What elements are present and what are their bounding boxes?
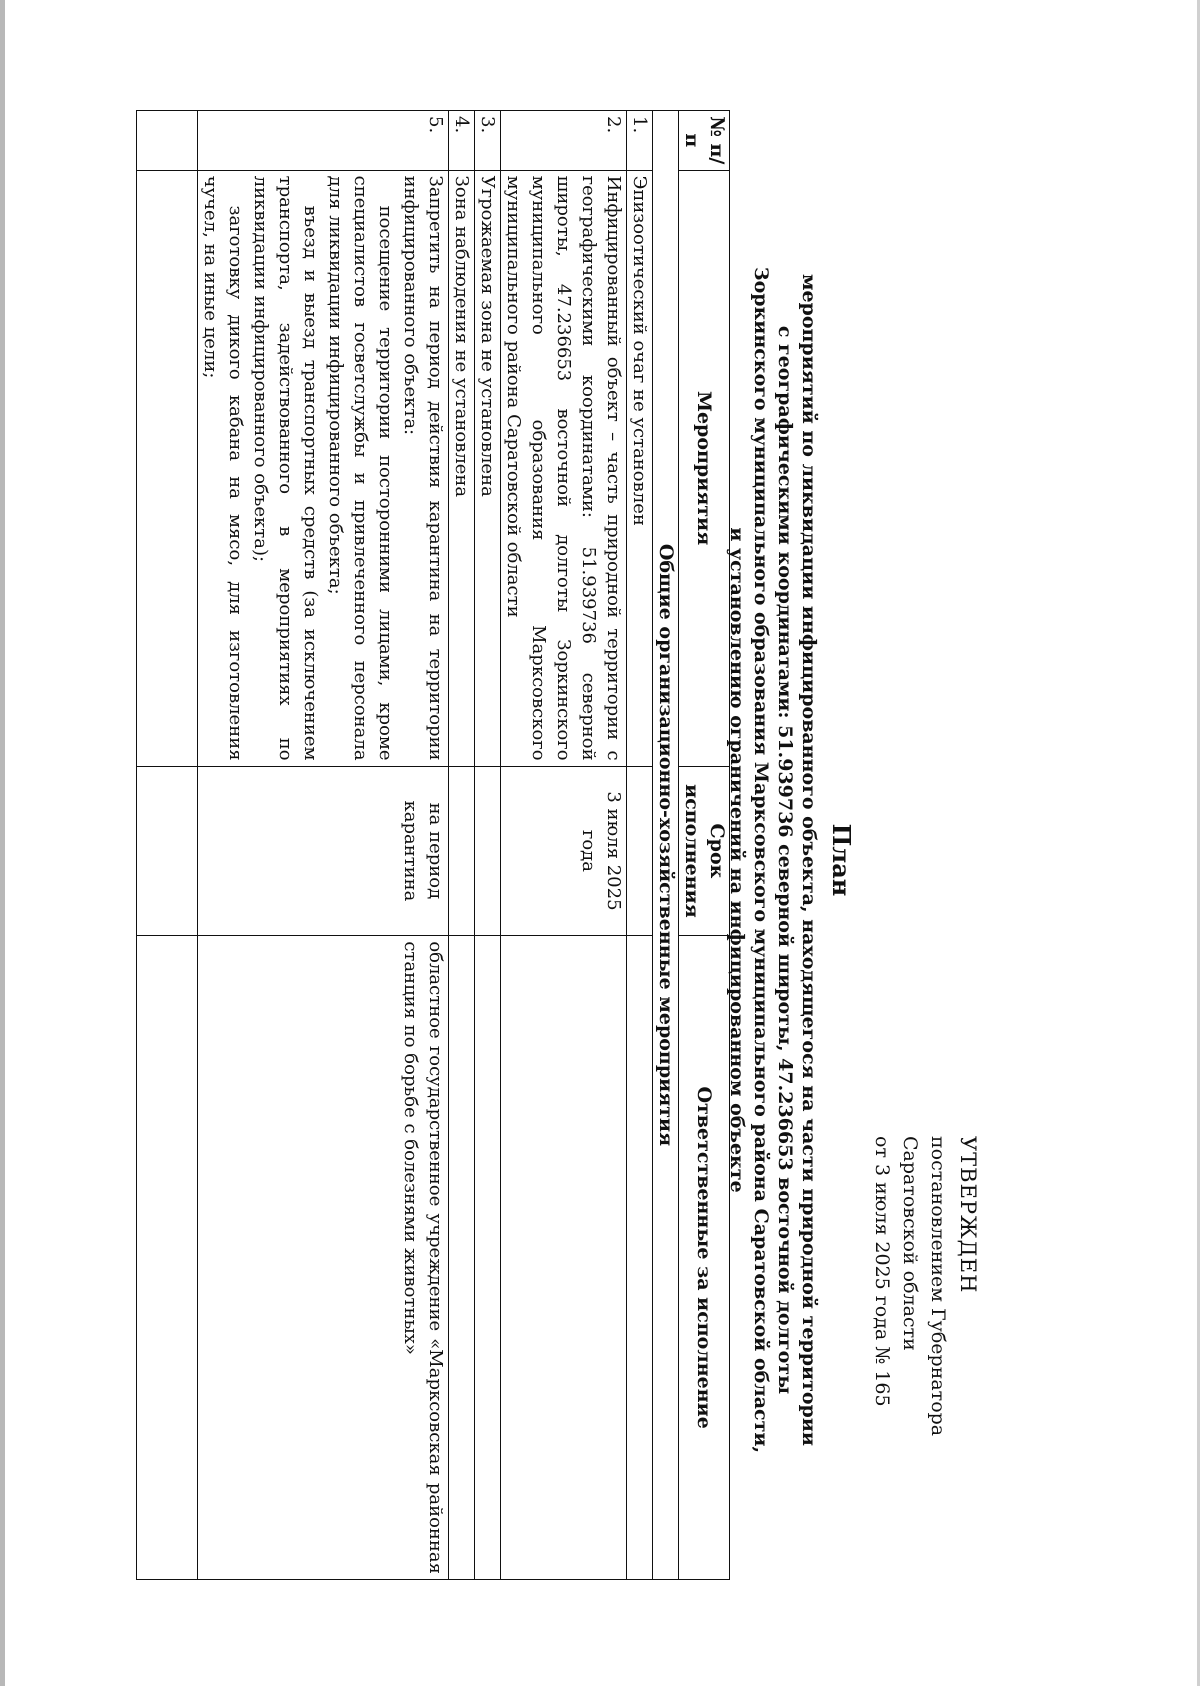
table-row [475, 111, 501, 1580]
approval-line: постановлением Губернатора [927, 1136, 949, 1437]
restriction-item: въезд и выезд транспортных средств (за исключением транспорта, задействованного в мероприятиях по ликвидации инфицированного объекта); [250, 175, 321, 761]
row-deadline: 3 июля 2025 года [501, 766, 627, 936]
header-activity: Мероприятия [679, 170, 730, 766]
row-activity: Эпизоотический очаг не установлен [627, 170, 653, 766]
row-num: 5. [198, 111, 449, 171]
row-deadline [627, 766, 653, 936]
header-deadline: Срок исполнения [679, 766, 730, 936]
plan-heading: План [827, 823, 856, 897]
table-row [627, 111, 653, 1580]
title-line: Зоркинского муниципального образования Марксовского муниципального района Саратовской области, [750, 266, 772, 1454]
row-responsible [137, 936, 198, 1580]
approval-heading: УТВЕРЖДЕН [956, 1136, 980, 1294]
row-deadline [449, 766, 475, 936]
approval-line: Саратовской области [899, 1136, 921, 1351]
section-title: Общие организационно-хозяйственные мероприятия [653, 111, 679, 1580]
row-activity: Инфицированный объект – часть природной территории с географическими координатами: 51.939736 северной широты, 47.236653 восточной долготы Зоркинского муниципального образования Марксовского муниципального района Саратовской области [501, 170, 627, 766]
title-line: с географическими координатами: 51.939736 северной широты, 47.236653 восточной долготы [774, 325, 796, 1395]
approval-date: от 3 июля 2025 года № 165 [871, 1136, 893, 1407]
header-num: № п/п [679, 111, 730, 171]
row-activity: Зона наблюдения не установлена [449, 170, 475, 766]
row-activity: Угрожаемая зона не установлена [475, 170, 501, 766]
row-num: 1. [627, 111, 653, 171]
restriction-item: заготовку дикого кабана на мясо, для изготовления чучел, на иные цели; [200, 175, 246, 761]
document-title [725, 160, 856, 1560]
header-responsible: Ответственные за исполнение [679, 936, 730, 1580]
section-row [653, 111, 679, 1580]
row-activity-cell [198, 170, 449, 766]
row-activity [137, 170, 198, 766]
table-row [501, 111, 627, 1580]
row-deadline [137, 766, 198, 936]
row-responsible: областное государственное учреждение «Марксовская районная станция по борьбе с болезнями животных» [198, 936, 449, 1580]
row-responsible [501, 936, 627, 1580]
row-responsible [627, 936, 653, 1580]
table-header-row [679, 111, 730, 1580]
row-deadline [475, 766, 501, 936]
row-num: 2. [501, 111, 627, 171]
row-num [137, 111, 198, 171]
row-responsible [449, 936, 475, 1580]
row-responsible [475, 936, 501, 1580]
row-activity: Запретить на период действия карантина на территории инфицированного объекта: [400, 175, 446, 761]
table-row [198, 111, 449, 1580]
title-line: мероприятий по ликвидации инфицированного объекта, находящегося на части природной территории [798, 273, 820, 1447]
row-num: 4. [449, 111, 475, 171]
row-deadline: на период карантина [198, 766, 449, 936]
restriction-item: посещение территории посторонними лицами, кроме специалистов госветслужбы и привлеченного персонала для ликвидации инфицированного объекта; [325, 175, 396, 761]
approval-stamp [868, 1136, 982, 1456]
table-row [137, 111, 198, 1580]
table-row [449, 111, 475, 1580]
plan-table [136, 110, 730, 1580]
title-line: и установлению ограничений на инфицированном объекте [726, 527, 748, 1193]
row-num: 3. [475, 111, 501, 171]
